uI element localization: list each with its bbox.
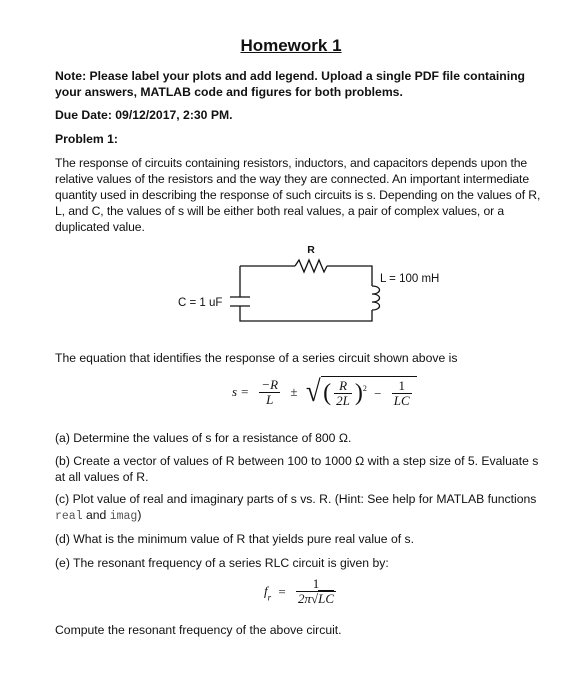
capacitor-label: C = 1 uF <box>178 297 223 309</box>
denominator-2l: 2L <box>336 393 350 408</box>
part-a: (a) Determine the values of s for a resistance of 800 Ω. <box>55 431 352 445</box>
part-c-close: ) <box>137 508 142 522</box>
code-imag: imag <box>109 510 138 523</box>
inductor-symbol <box>372 286 380 310</box>
numerator-r: R <box>334 379 352 394</box>
fraction-1-over-lc <box>392 379 412 408</box>
fr-symbol: f <box>264 583 268 599</box>
numerator-1: 1 <box>392 379 412 394</box>
equation-intro: The equation that identifies the response of a series circuit shown above is <box>55 351 458 365</box>
fraction-neg-r-over-l <box>259 378 280 407</box>
part-d: (d) What is the minimum value of R that yields pure real value of s. <box>55 532 415 546</box>
fr-den-root: LC <box>318 591 335 606</box>
exponent-2: 2 <box>362 384 367 394</box>
fr-subscript: r <box>267 592 272 603</box>
circuit-wire-top-right <box>327 266 372 286</box>
note-paragraph: Note: Please label your plots and add legend. Upload a single PDF file containing your answers, MATLAB code and figures for both problems. <box>55 69 525 99</box>
inductor-label: L = 100 mH <box>380 273 440 285</box>
fraction-r-over-2l <box>334 379 352 408</box>
fraction-resonant <box>296 577 336 606</box>
square-root-icon: √ <box>305 375 321 408</box>
page-title: Homework 1 <box>240 36 342 55</box>
numerator-neg-r: −R <box>261 376 279 392</box>
plus-minus-sign: ± <box>290 384 298 399</box>
fr-denominator <box>296 592 336 606</box>
due-date: Due Date: 09/12/2017, 2:30 PM. <box>55 108 233 122</box>
part-c-and: and <box>82 508 110 522</box>
rlc-circuit-diagram <box>150 238 450 333</box>
radicand: ( $\frac{R}{2L}$ )$^2$ − $\frac{1}{LC}$ <box>321 376 416 408</box>
part-b: (b) Create a vector of values of R between 100 to 1000 Ω with a step size of 5. Evaluate s at all values of R. <box>55 454 539 484</box>
resistor-symbol <box>295 260 327 272</box>
denominator-l: L <box>266 391 274 407</box>
final-instruction: Compute the resonant frequency of the above circuit. <box>55 623 342 637</box>
denominator-lc: LC <box>393 393 410 408</box>
circuit-wire-bottom <box>240 306 372 321</box>
equation-s-lhs: s = <box>232 384 250 399</box>
minus-sign: − <box>374 385 382 401</box>
equation-s <box>228 376 417 408</box>
intro-paragraph: The response of circuits containing resistors, inductors, and capacitors depends upon the relative values of the resistors and the way they are connected. An important intermediate quantity used in describing the response of such circuits is s. Depending on the values of R, L, and C, the values of s will be either both real values, a pair of complex values, or a duplicated value. <box>55 156 541 234</box>
fr-numerator: 1 <box>296 577 336 592</box>
part-c <box>55 491 545 525</box>
part-e: (e) The resonant frequency of a series RLC circuit is given by: <box>55 556 389 570</box>
code-real: real <box>55 510 83 523</box>
sqrt-icon: √ <box>311 591 319 606</box>
part-c-text: (c) Plot value of real and imaginary parts of s vs. R. (Hint: See help for MATLAB functions <box>55 492 537 506</box>
fr-den-prefix: 2π <box>297 591 311 606</box>
fr-equals: = <box>278 583 286 599</box>
equation-fr <box>264 577 339 606</box>
resistor-label: R <box>307 244 315 256</box>
problem-heading: Problem 1: <box>55 132 118 146</box>
